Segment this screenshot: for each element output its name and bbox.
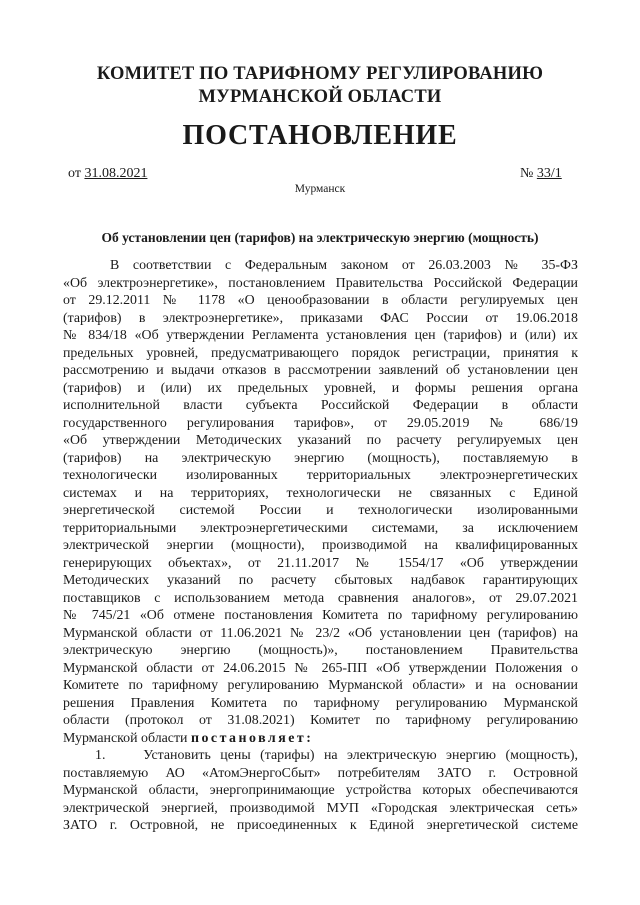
body-line: В соответствии с Федеральным законом от 26.03.2003 № 35-ФЗ — [110, 258, 578, 273]
item-1-line: 1. Установить цены (тарифы) на электрическую энергию (мощность), — [95, 748, 578, 763]
body-line: поставщиков с использованием метода сравнения аналогов», от 29.07.2021 — [63, 590, 578, 606]
body-line: энергетической системой России и технологически изолированными — [63, 503, 578, 518]
org-name-line2: МУРМАНСКОЙ ОБЛАСТИ — [198, 87, 442, 107]
document-type-title: ПОСТАНОВЛЕНИЕ — [182, 120, 458, 151]
org-name-line1: КОМИТЕТ ПО ТАРИФНОМУ РЕГУЛИРОВАНИЮ — [96, 64, 544, 84]
resolve-word: постановляет: — [190, 730, 314, 746]
body-line: (тарифов) и (или) их предельных уровней, и формы решения органа — [63, 380, 578, 396]
body-line: государственного регулирования тарифов», от 29.05.2019 № 686/19 — [63, 415, 578, 431]
date-prefix: от — [68, 166, 85, 181]
body-line: «Об утверждении Методических указаний по расчету регулируемых цен — [63, 433, 578, 448]
item-1-line: поставляемую АО «АтомЭнергоСбыт» потребителям ЗАТО г. Островной — [63, 765, 578, 781]
body-line: от 29.12.2011 № 1178 «О ценообразовании в области регулируемых цен — [63, 293, 578, 308]
body-line: территориальными электроэнергетическими системами, за исключением — [63, 520, 578, 536]
body-line: «Об электроэнергетике», постановлением Правительства Российской Федерации — [63, 275, 578, 291]
body-line: № 834/18 «Об утверждении Регламента установления цен (тарифов) и (или) их — [63, 328, 578, 343]
body-line: электрическую энергию (мощность)», постановлением Правительства — [63, 643, 578, 658]
item-1-line: ЗАТО г. Островной, не присоединенных к Единой энергетической системе — [63, 818, 578, 833]
resolve-line — [63, 730, 578, 748]
document-subject: Об установлении цен (тарифов) на электрическую энергию (мощность) — [101, 230, 539, 245]
body-line: предельных уровней, предусматривающего порядок регистрации, принятия к — [63, 345, 578, 361]
resolve-prefix: Мурманской области — [63, 730, 191, 746]
date-value: 31.08.2021 — [84, 166, 148, 181]
body-line: Комитете по тарифному регулированию Мурманской области» и на основании — [63, 678, 578, 693]
body-line: Методических указаний по расчету сбытовых надбавок гарантирующих — [63, 573, 578, 588]
number-prefix: № — [520, 166, 537, 181]
item-1-line: электрической энергией, производимой МУП «Городская электрическая сеть» — [63, 800, 578, 816]
body-line: системах и на территориях, технологически не связанных с Единой — [63, 485, 578, 501]
body-line: Мурманской области от 24.06.2015 № 265-ПП «Об утверждении Положения о — [63, 660, 578, 676]
body-line: № 745/21 «Об отмене постановления Комитета по тарифному регулированию — [63, 608, 578, 623]
number-value: 33/1 — [536, 166, 562, 181]
body-line: (тарифов) на электрическую энергию (мощность), поставляемую в — [63, 450, 578, 466]
body-line: Мурманской области от 11.06.2021 № 23/2 «Об установлении цен (тарифов) на — [63, 625, 578, 641]
body-line: решения Правления Комитета по тарифному регулированию Мурманской — [63, 695, 578, 711]
document-body — [63, 257, 578, 835]
document-city: Мурманск — [294, 183, 346, 195]
item-1-line: Мурманской области, энергопринимающие устройства которых обеспечиваются — [63, 783, 578, 798]
body-line: области (протокол от 31.08.2021) Комитет по тарифному регулированию — [63, 713, 578, 728]
body-line: (тарифов) в электроэнергетике», приказами ФАС России от 19.06.2018 — [63, 310, 578, 326]
body-line: рассмотрению и выдачи отказов в рассмотрении заявлений об установлении цен — [63, 363, 578, 378]
body-line: электрической энергии (мощности), производимой на квалифицированных — [63, 538, 578, 553]
body-line: генерирующих объектах», от 21.11.2017 № 1554/17 «Об утверждении — [63, 555, 578, 571]
body-line: исполнительной власти субъекта Российской Федерации в области — [63, 398, 578, 413]
body-line: технологически изолированных территориальных электроэнергетических — [63, 468, 578, 483]
